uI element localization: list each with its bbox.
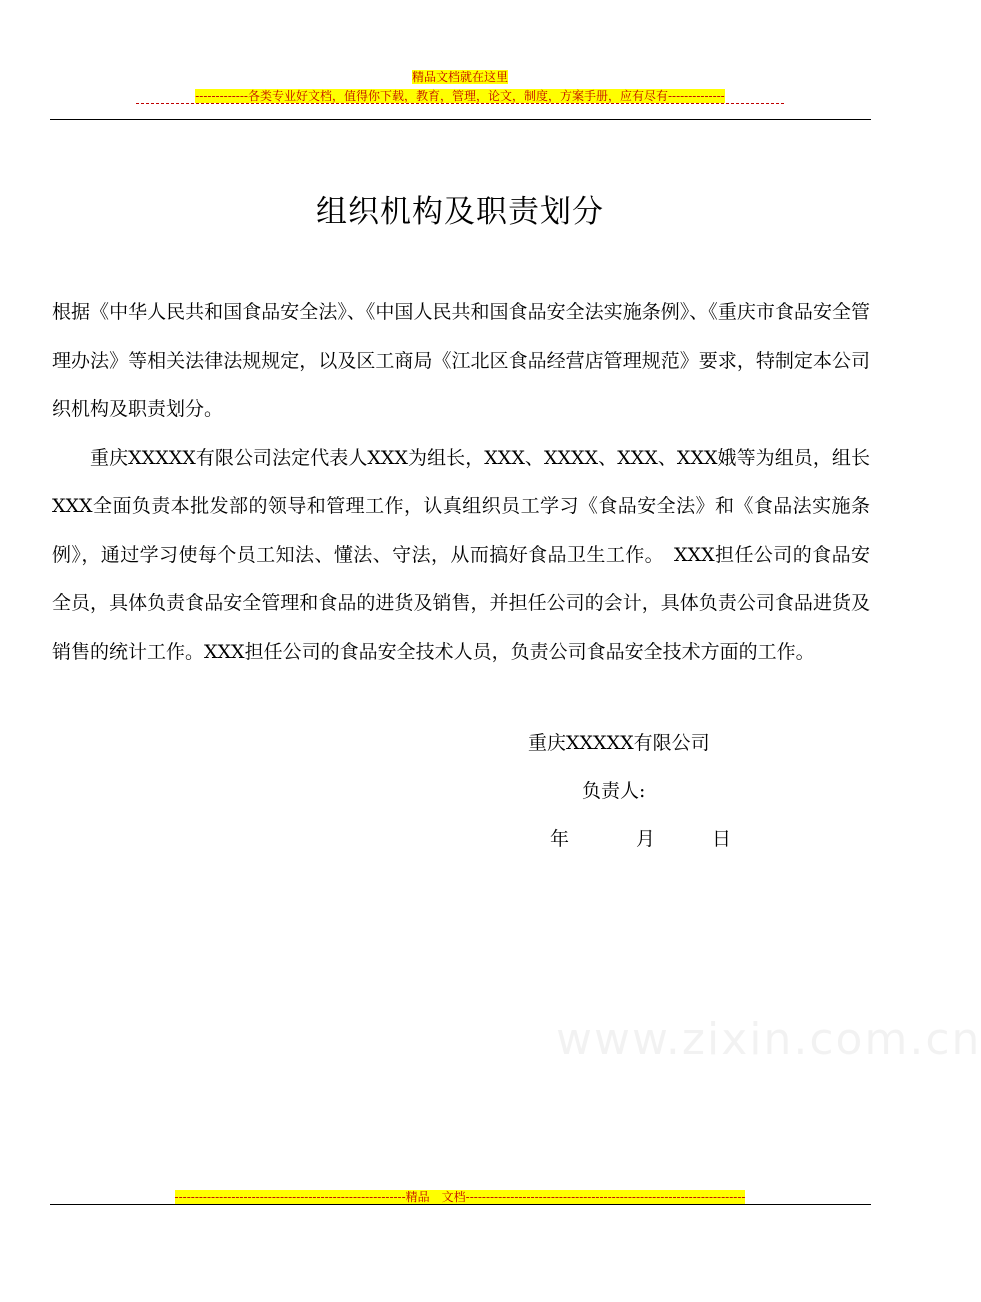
date-month-label: 月 <box>636 828 656 850</box>
watermark: www.zixin.com.cn <box>556 1014 981 1065</box>
paragraph-responsibilities: 重庆XXXXX有限公司法定代表人XXX为组长，XXX、XXXX、XXX、XXX娥等为组员，组长XXX全面负责本批发部的领导和管理工作，认真组织员工学习《食品安全法》和《食品法实施条例》，通过学习使每个员工知法、懂法、守法，从而搞好食品卫生工作。 XXX担任公司的食品安全员，具体负责食品安全管理和食品的进货及销售，并担任公司的会计，具体负责公司食品进货及销售的统计工作。XXX担任公司的食品安全技术人员，负责公司食品安全技术方面的工作。 <box>52 446 870 663</box>
date-day-label: 日 <box>712 828 732 850</box>
footer-rule <box>50 1204 871 1205</box>
footer-banner-text: ---------------------------------------------------------精品 文档--------------------------------------------------------------------- <box>174 1190 746 1204</box>
footer-banner <box>0 1186 920 1205</box>
header-dashed-divider <box>136 103 784 104</box>
header-banner-text: -------------各类专业好文档，值得你下载，教育，管理，论文，制度，方案手册，应有尽有-------------- <box>195 89 725 103</box>
document-title: 组织机构及职责划分 <box>316 194 604 230</box>
header-top-text: 精品文档就在这里 <box>411 70 508 84</box>
date-year-label: 年 <box>550 828 570 850</box>
header-rule <box>50 119 871 120</box>
paragraph-legal-basis: 根据《中华人民共和国食品安全法》、《中国人民共和国食品安全法实施条例》、《重庆市食品安全管理办法》等相关法律法规规定，以及区工商局《江北区食品经营店管理规范》要求，特制定本公司织机构及职责划分。 <box>52 301 870 420</box>
document-body <box>52 288 870 676</box>
signature-person-label: 负责人: <box>582 780 646 802</box>
header-banner <box>0 85 920 104</box>
signature-company: 重庆XXXXX有限公司 <box>528 732 710 754</box>
signature-date <box>550 824 731 854</box>
header-top-label <box>0 66 920 85</box>
